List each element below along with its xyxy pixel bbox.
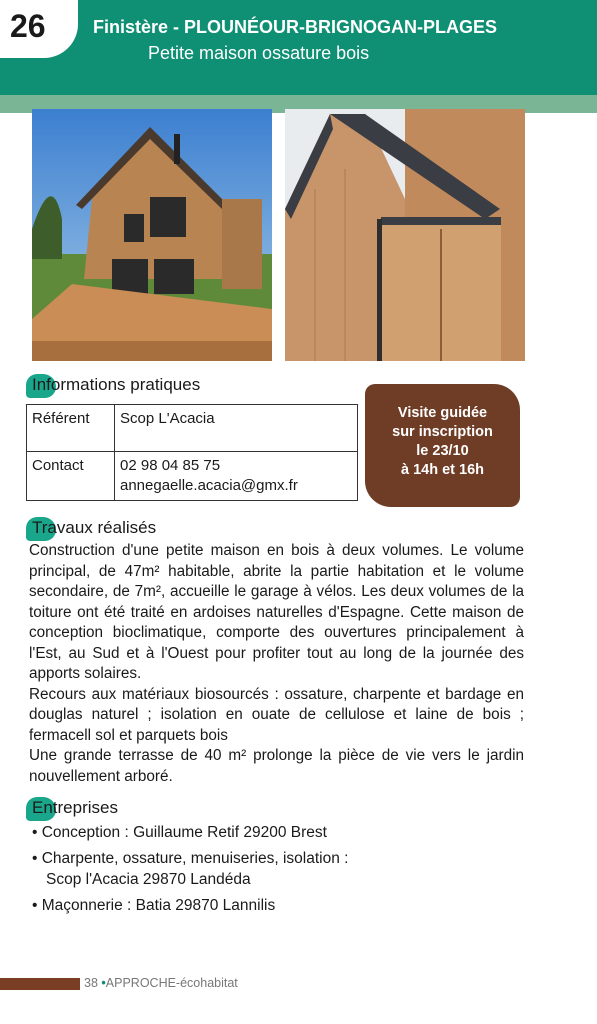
travaux-paragraph-1: Construction d'une petite maison en bois à deux volumes. Le volume principal, de 47m² habitable, abrite la partie habitation et le volume secondaire, de 7m², accueille le garage à vélos. Les deux volumes de la toiture ont été traité en ardoises naturelles d'Espagne. Cette maison de conception bioclimatique, comporte des ouvertures principalement à l'Est, au Sud et à l'Ouest pour profiter tout au long de la journée des apports solaires.	[29, 542, 524, 682]
visit-line-1: Visite guidée	[397, 405, 488, 421]
entreprise-item-maconnerie: • Maçonnerie : Batia 29870 Lannilis	[32, 897, 276, 914]
contact-label: Contact	[27, 452, 115, 501]
contact-phone: 02 98 04 85 75	[120, 457, 221, 474]
footer-bullet: •	[101, 976, 106, 990]
travaux-paragraph-3: Une grande terrasse de 40 m² prolonge la pièce de vie vers le jardin nouvellement arboré.	[29, 747, 524, 785]
referent-value: Scop L'Acacia	[115, 405, 358, 452]
section-travaux-realises	[32, 518, 156, 538]
entreprise-item-charpente: • Charpente, ossature, menuiseries, isolation :	[32, 850, 349, 867]
table-row	[27, 452, 358, 501]
referent-label: Référent	[27, 405, 115, 452]
travaux-paragraph-2: Recours aux matériaux biosourcés : ossature, charpente et bardage en douglas naturel ; isolation en ouate de cellulose et laine de bois ; fermacell sol et parquets bois	[29, 685, 524, 744]
entreprise-item-conception: • Conception : Guillaume Retif 29200 Brest	[32, 824, 327, 841]
page-number-badge	[0, 0, 78, 58]
section-title: Travaux réalisés	[32, 518, 157, 537]
section-entreprises	[32, 798, 118, 818]
travaux-description	[29, 541, 524, 787]
house-photo-front	[32, 109, 272, 361]
section-title: Entreprises	[32, 798, 118, 817]
section-title: Informations pratiques	[32, 375, 201, 394]
visit-line-2: sur inscription	[392, 424, 493, 440]
contact-value	[115, 452, 358, 501]
page-number: 26	[10, 8, 46, 44]
table-row	[27, 405, 358, 452]
footer	[84, 976, 238, 990]
footer-page-number: 38	[84, 976, 98, 990]
contact-email: annegaelle.acacia@gmx.fr	[120, 477, 298, 494]
location-title: Finistère - PLOUNÉOUR-BRIGNOGAN-PLAGES	[93, 17, 498, 37]
house-photo-side	[285, 109, 525, 361]
entreprise-item-charpente-company: Scop l'Acacia 29870 Landéda	[46, 871, 251, 888]
footer-bar	[0, 978, 80, 990]
info-table	[26, 404, 358, 501]
project-subtitle: Petite maison ossature bois	[148, 43, 370, 63]
section-informations-pratiques	[32, 375, 200, 395]
visit-line-4: à 14h et 16h	[400, 462, 484, 478]
footer-label: APPROCHE-écohabitat	[105, 976, 238, 990]
visit-line-3: le 23/10	[416, 443, 469, 459]
guided-visit-badge	[365, 384, 520, 507]
